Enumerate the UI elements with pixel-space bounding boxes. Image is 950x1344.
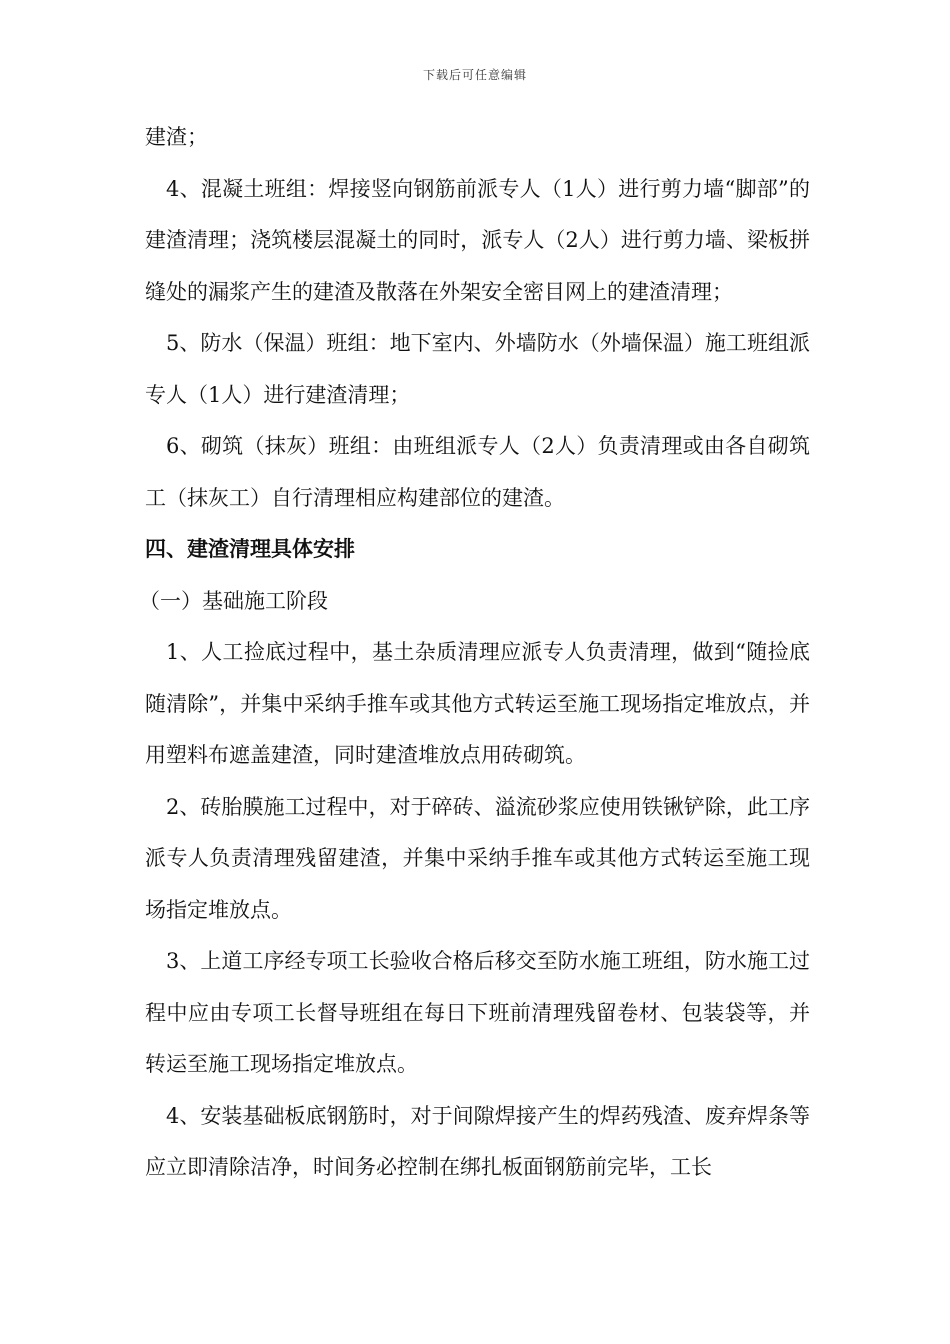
paragraph-item-2: 2、砖胎膜施工过程中，对于碎砖、溢流砂浆应使用铁锹铲除，此工序派专人负责清理残留建渣，并集中采纳手推车或其他方式转运至施工现场指定堆放点。 — [145, 794, 810, 922]
paragraph-masonry-team: 6、砌筑（抹灰）班组：由班组派专人（2人）负责清理或由各自砌筑工（抹灰工）自行清理相应构建部位的建渣。 — [145, 434, 810, 510]
section-heading: 四、建渣清理具体安排 — [145, 537, 355, 561]
paragraph-waterproof-team: 5、防水（保温）班组：地下室内、外墙防水（外墙保温）施工班组派专人（1人）进行建渣清理； — [145, 331, 810, 407]
subsection-heading: （一）基础施工阶段 — [139, 588, 328, 613]
paragraph-concrete-team: 4、混凝土班组：焊接竖向钢筋前派专人（1人）进行剪力墙“脚部”的建渣清理；浇筑楼层混凝土的同时，派专人（2人）进行剪力墙、梁板拼缝处的漏浆产生的建渣及散落在外架安全密目网上的建渣清理； — [145, 176, 810, 304]
paragraph-continuation: 建渣； — [145, 125, 208, 149]
header-note: 下载后可任意编辑 — [422, 68, 527, 82]
paragraph-item-1: 1、人工捡底过程中，基土杂质清理应派专人负责清理，做到“随捡底随清除”，并集中采纳手推车或其他方式转运至施工现场指定堆放点，并用塑料布遮盖建渣，同时建渣堆放点用砖砌筑。 — [145, 640, 810, 767]
document-body — [139, 112, 810, 1194]
paragraph-item-4: 4、安装基础板底钢筋时，对于间隙焊接产生的焊药残渣、废弃焊条等应立即清除洁净，时间务必控制在绑扎板面钢筋前完毕，工长 — [145, 1103, 810, 1179]
paragraph-item-3: 3、上道工序经专项工长验收合格后移交至防水施工班组，防水施工过程中应由专项工长督导班组在每日下班前清理残留卷材、包装袋等，并转运至施工现场指定堆放点。 — [145, 949, 810, 1076]
